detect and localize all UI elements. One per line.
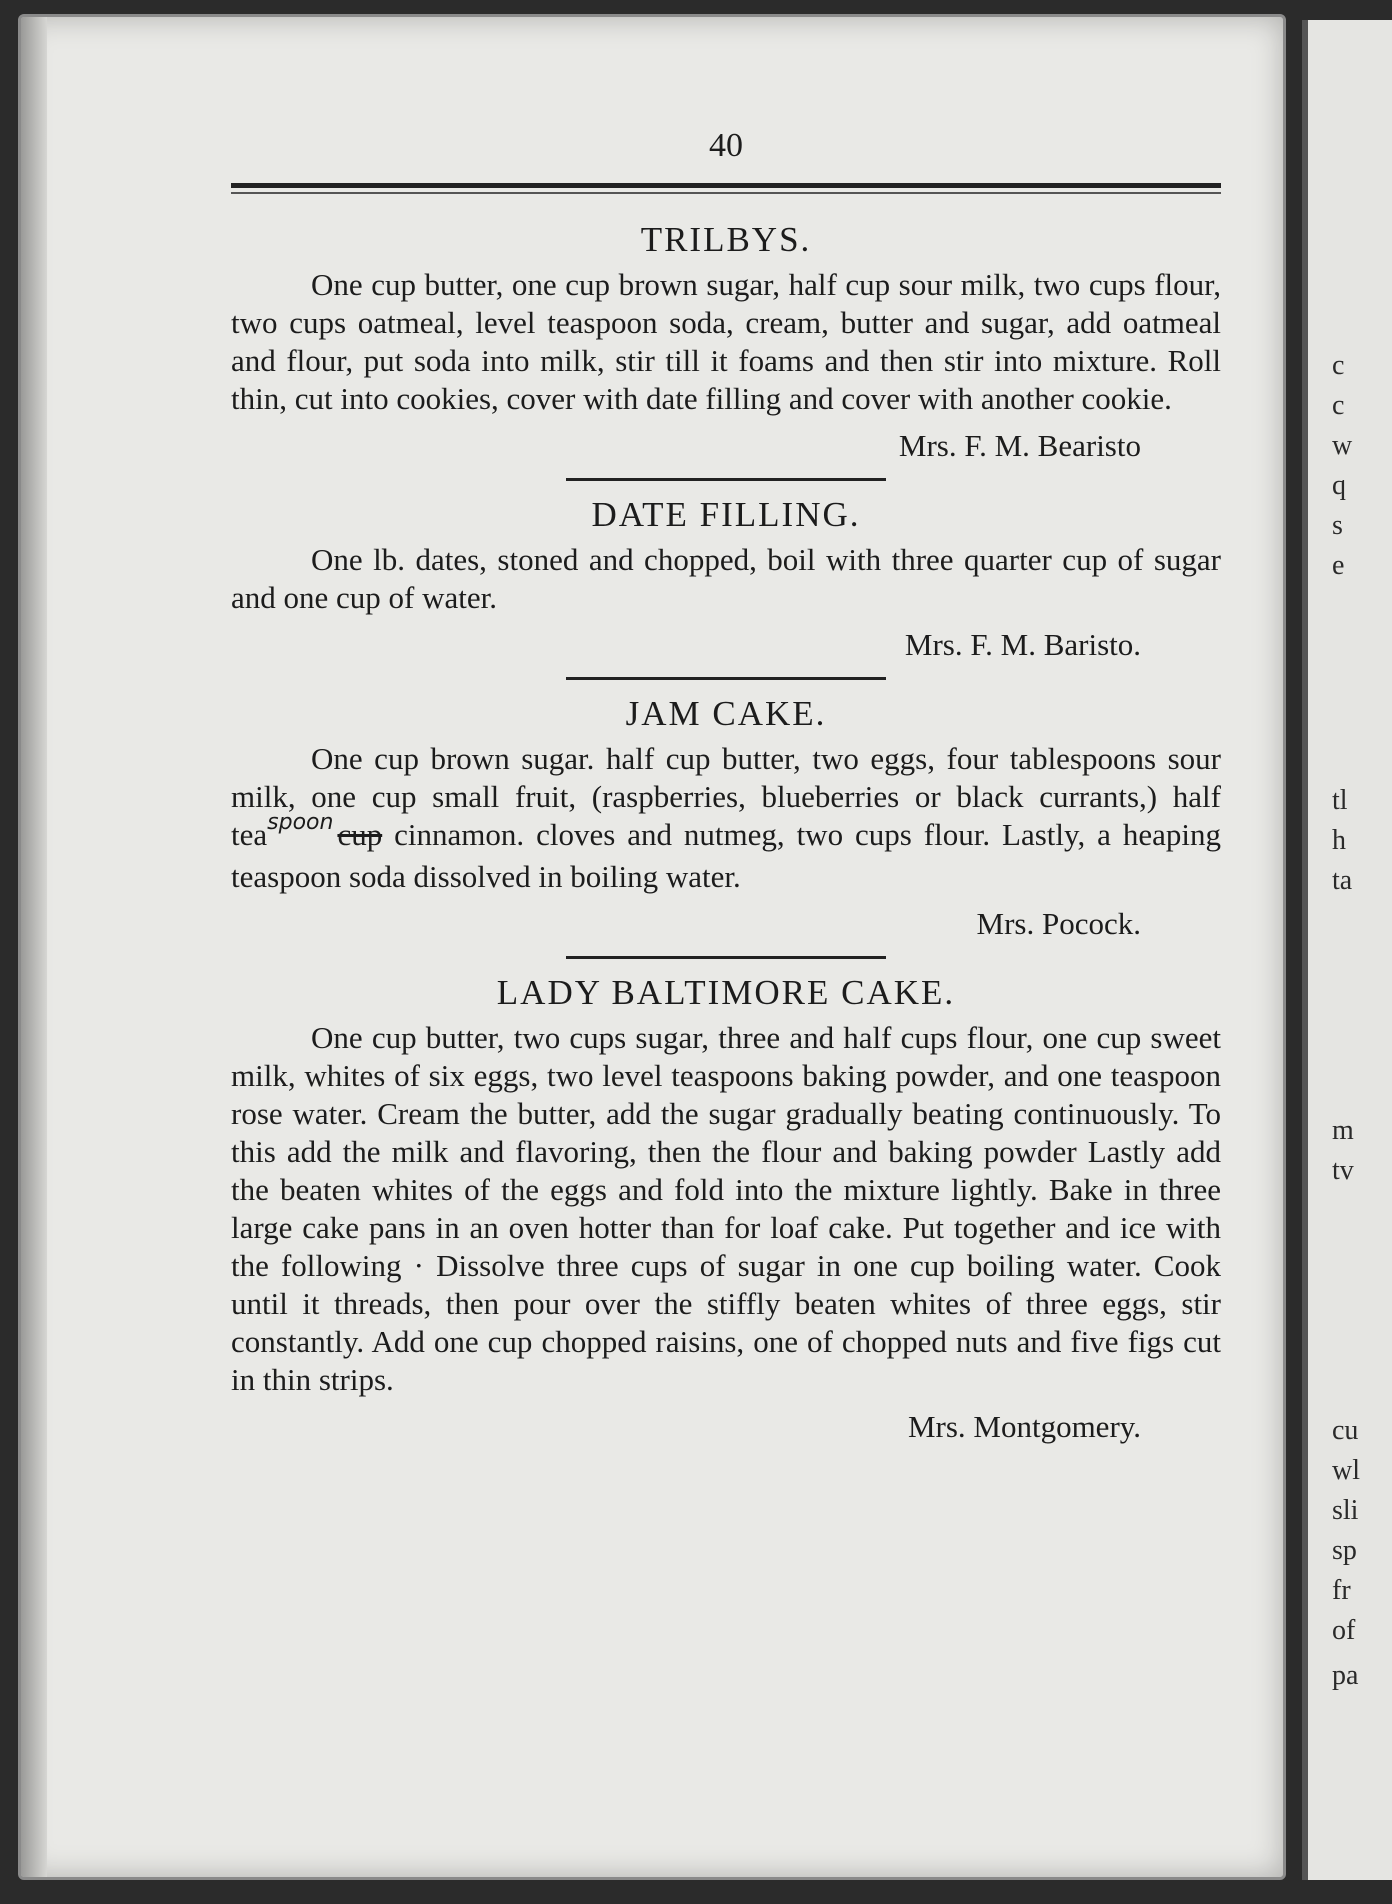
recipe-divider <box>566 956 886 959</box>
recipe-author: Mrs. Montgomery. <box>907 1409 1141 1444</box>
book-page <box>18 14 1286 1880</box>
next-page-fragment: h <box>1332 825 1346 856</box>
recipe-body-after: cinnamon. cloves and nutmeg, two cups flour. Lastly, a heaping teaspoon soda dissolved in boiling water. <box>231 817 1221 894</box>
next-page-fragment: tv <box>1332 1155 1354 1186</box>
recipe-body: One cup butter, two cups sugar, three and half cups flour, one cup sweet milk, whites of six eggs, two level teaspoons baking powder, and one teaspoon rose water. Cream the butter, add the sugar gradually beating continuously. To this add the milk and flavoring, then the flour and baking powder Lastly add the beaten whites of the eggs and fold into the mixture lightly. Bake in three large cake pans in an oven hotter than for loaf cake. Put together and ice with the following · Dissolve three cups of sugar in one cup boiling water. Cook until it threads, then pour over the stiffly beaten whites of three eggs, stir constantly. Add one cup chopped raisins, one of chopped nuts and five figs cut in thin strips. <box>231 1020 1221 1397</box>
recipe-author: Mrs. Pocock. <box>976 906 1141 941</box>
next-page-fragment: s <box>1332 510 1343 541</box>
next-page-fragment: sp <box>1332 1535 1357 1566</box>
next-page-fragment: q <box>1332 470 1346 501</box>
next-page-fragment: of <box>1332 1615 1356 1646</box>
header-rule <box>231 183 1221 188</box>
recipe-divider <box>566 478 886 481</box>
recipe-body <box>231 740 1221 896</box>
recipe-jam-cake <box>231 694 1221 942</box>
next-page-edge <box>1302 20 1392 1880</box>
handwritten-insert: spoon <box>267 810 334 835</box>
next-page-fragment: pa <box>1332 1660 1359 1691</box>
next-page-fragment: tl <box>1332 785 1348 816</box>
recipe-title: DATE FILLING. <box>591 495 861 534</box>
next-page-fragment: m <box>1332 1115 1354 1146</box>
next-page-fragment: cu <box>1332 1415 1359 1446</box>
recipe-author: Mrs. F. M. Bearisto <box>898 428 1141 463</box>
struck-word: cup <box>337 817 383 852</box>
page-binding-edge <box>21 17 47 1877</box>
next-page-fragment: ta <box>1332 865 1353 896</box>
recipe-trilbys <box>231 220 1221 464</box>
recipe-divider <box>566 677 886 680</box>
next-page-fragment: sli <box>1332 1495 1359 1526</box>
next-page-fragment: c <box>1332 390 1345 421</box>
recipe-date-filling <box>231 495 1221 663</box>
page-content <box>231 127 1221 1457</box>
recipe-title: LADY BALTIMORE CAKE. <box>496 973 956 1012</box>
header-rule-thin <box>231 192 1221 194</box>
next-page-fragment: c <box>1332 350 1345 381</box>
next-page-fragment: w <box>1332 430 1353 461</box>
recipe-body-before: One cup brown sugar. half cup butter, two eggs, four tablespoons sour milk, one cup small fruit, (raspberries, blueberries or black currants,) half tea <box>231 741 1221 852</box>
page-number: 40 <box>709 127 743 164</box>
recipe-title: JAM CAKE. <box>625 694 827 733</box>
next-page-fragment: wl <box>1332 1455 1360 1486</box>
recipe-title: TRILBYS. <box>640 220 812 259</box>
recipe-author: Mrs. F. M. Baristo. <box>904 627 1141 662</box>
recipe-body: One lb. dates, stoned and chopped, boil with three quarter cup of sugar and one cup of water. <box>231 542 1221 615</box>
next-page-fragment: e <box>1332 550 1345 581</box>
recipe-lady-baltimore-cake <box>231 973 1221 1445</box>
next-page-fragment: fr <box>1332 1575 1351 1606</box>
recipe-body: One cup butter, one cup brown sugar, half cup sour milk, two cups flour, two cups oatmeal, level teaspoon soda, cream, butter and sugar, add oatmeal and flour, put soda into milk, stir till it foams and then stir into mixture. Roll thin, cut into cookies, cover with date filling and cover with another cookie. <box>231 267 1221 416</box>
